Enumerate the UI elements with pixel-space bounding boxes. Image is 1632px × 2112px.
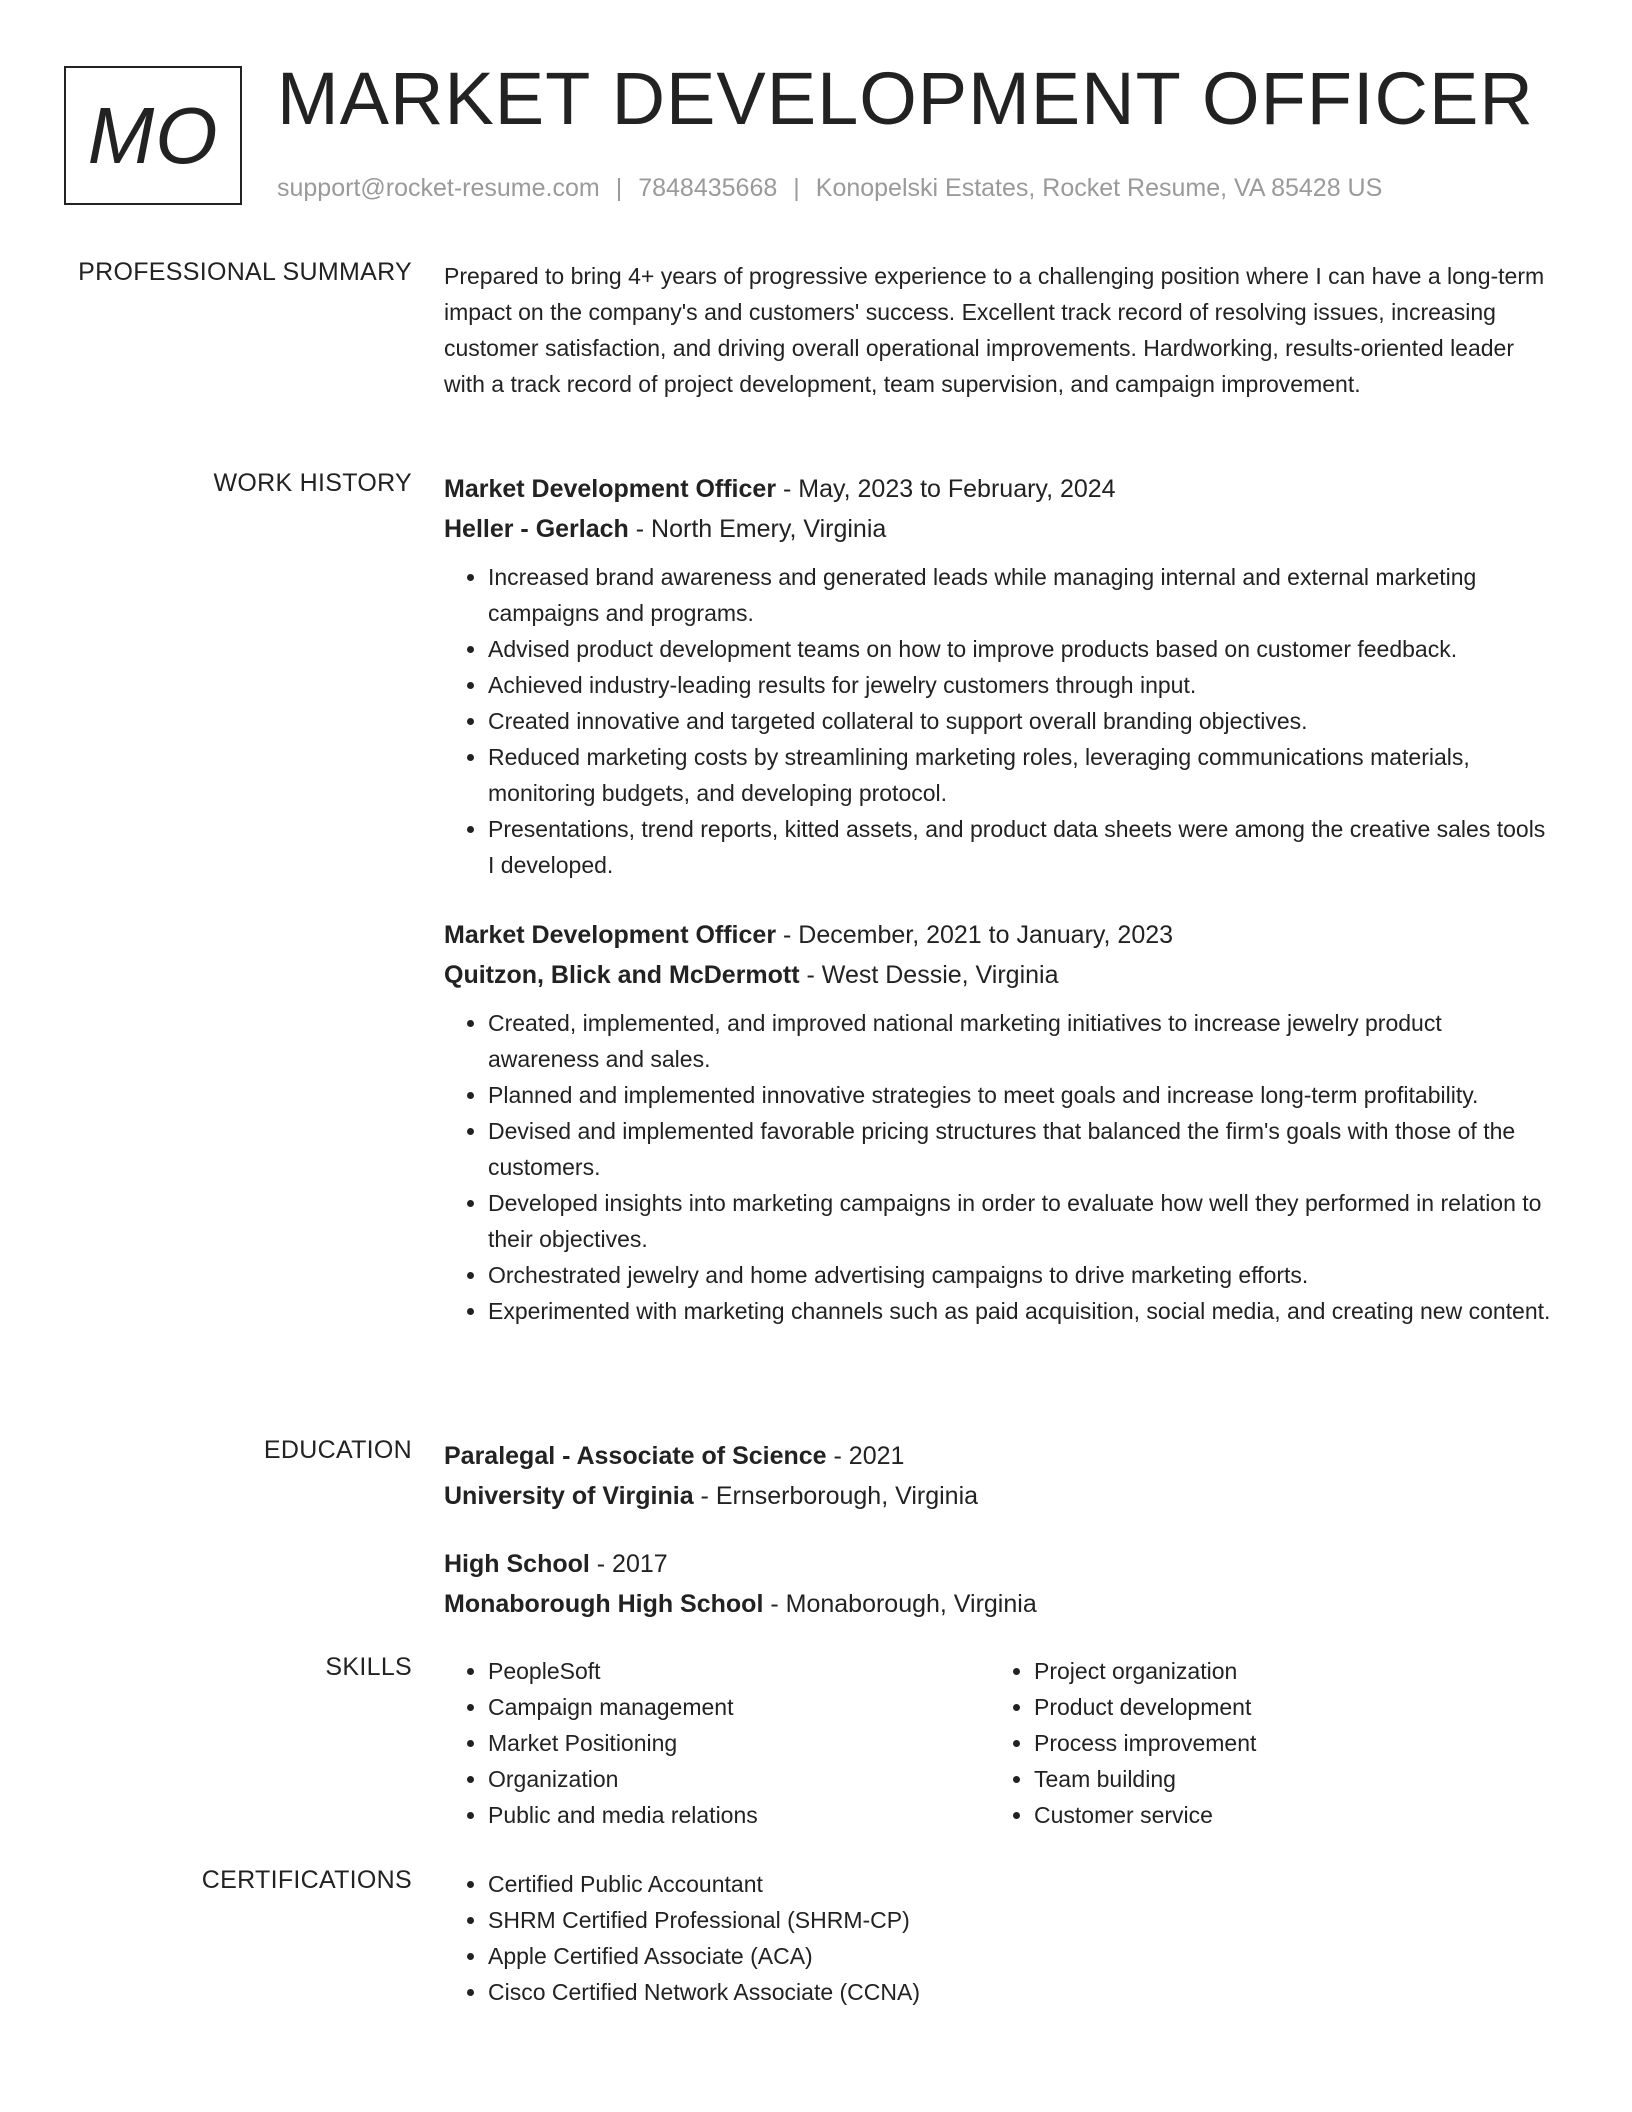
list-item: • Reduced marketing costs by streamlining marketing roles, leveraging communications materials, monitoring budgets, and developing protocol.	[488, 739, 1554, 811]
degree-line	[444, 1544, 1554, 1584]
list-item: • Campaign management	[488, 1689, 990, 1725]
contact-line	[277, 174, 1382, 203]
school-location: - Ernserborough, Virginia	[693, 1482, 979, 1510]
list-item: • Presentations, trend reports, kitted assets, and product data sheets were among the creative sales tools I developed.	[488, 811, 1554, 883]
degree: Paralegal - Associate of Science	[444, 1442, 827, 1470]
job-location: - North Emery, Virginia	[628, 515, 887, 543]
school: Monaborough High School	[444, 1590, 764, 1618]
list-item: • Created innovative and targeted collateral to support overall branding objectives.	[488, 703, 1554, 739]
job-company: Quitzon, Blick and McDermott	[444, 961, 800, 989]
education-entry	[444, 1544, 1554, 1624]
list-item: • Apple Certified Associate (ACA)	[488, 1938, 1554, 1974]
list-item: • Process improvement	[1034, 1725, 1536, 1761]
skills-list-left	[444, 1653, 990, 1833]
job-entry	[444, 469, 1554, 883]
degree-line	[444, 1436, 1554, 1476]
contact-email: support@rocket-resume.com	[277, 174, 600, 202]
section-heading: CERTIFICATIONS	[201, 1866, 412, 1894]
list-item: • Market Positioning	[488, 1725, 990, 1761]
list-item: • Cisco Certified Network Associate (CCNA)	[488, 1974, 1554, 2010]
degree-year: - 2017	[589, 1550, 668, 1578]
resume-title: MARKET DEVELOPMENT OFFICER	[277, 57, 1534, 140]
degree-year: - 2021	[826, 1442, 905, 1470]
section-heading: WORK HISTORY	[213, 469, 412, 497]
list-item: • Increased brand awareness and generated leads while managing internal and external marketing campaigns and programs.	[488, 559, 1554, 631]
school: University of Virginia	[444, 1482, 694, 1510]
school-line	[444, 1584, 1554, 1624]
list-item: • PeopleSoft	[488, 1653, 990, 1689]
list-item: • Advised product development teams on how to improve products based on customer feedback.	[488, 631, 1554, 667]
list-item: • Experimented with marketing channels such as paid acquisition, social media, and creating new content.	[488, 1293, 1554, 1329]
monogram-box	[64, 66, 242, 205]
job-bullets	[444, 1005, 1554, 1329]
job-company-line	[444, 509, 1554, 549]
job-company-line	[444, 955, 1554, 995]
list-item: • Product development	[1034, 1689, 1536, 1725]
list-item: • Organization	[488, 1761, 990, 1797]
list-item: • SHRM Certified Professional (SHRM-CP)	[488, 1902, 1554, 1938]
list-item: • Devised and implemented favorable pricing structures that balanced the firm's goals with those of the customers.	[488, 1113, 1554, 1185]
job-dates: - May, 2023 to February, 2024	[776, 475, 1116, 503]
section-heading: PROFESSIONAL SUMMARY	[78, 258, 412, 286]
list-item: • Orchestrated jewelry and home advertising campaigns to drive marketing efforts.	[488, 1257, 1554, 1293]
list-item: • Customer service	[1034, 1797, 1536, 1833]
education-entry	[444, 1436, 1554, 1516]
list-item: • Team building	[1034, 1761, 1536, 1797]
list-item: • Project organization	[1034, 1653, 1536, 1689]
school-location: - Monaborough, Virginia	[763, 1590, 1037, 1618]
job-entry	[444, 915, 1554, 1329]
contact-phone: 7848435668	[638, 174, 778, 202]
job-title: Market Development Officer	[444, 475, 777, 503]
initials: MO	[87, 90, 219, 180]
job-title-line	[444, 469, 1554, 509]
contact-separator: |	[615, 174, 623, 202]
summary-text: Prepared to bring 4+ years of progressive experience to a challenging position where I can have a long-term impact on the company's and customers' success. Excellent track record of resolving issues, increasing customer satisfaction, and driving overall operational improvements. Hardworking, results-oriented leader with a track record of project development, team supervision, and campaign improvement.	[444, 263, 1545, 397]
list-item: • Created, implemented, and improved national marketing initiatives to increase jewelry product awareness and sales.	[488, 1005, 1554, 1077]
degree: High School	[444, 1550, 590, 1578]
job-title-line	[444, 915, 1554, 955]
job-bullets	[444, 559, 1554, 883]
contact-separator: |	[793, 174, 800, 202]
certifications-list	[444, 1866, 1554, 2010]
section-heading: SKILLS	[325, 1653, 412, 1681]
job-dates: - December, 2021 to January, 2023	[776, 921, 1174, 949]
list-item: • Planned and implemented innovative strategies to meet goals and increase long-term profitability.	[488, 1077, 1554, 1113]
job-company: Heller - Gerlach	[444, 515, 629, 543]
list-item: • Certified Public Accountant	[488, 1866, 1554, 1902]
contact-address: Konopelski Estates, Rocket Resume, VA 85428 US	[815, 174, 1383, 202]
job-title: Market Development Officer	[444, 921, 777, 949]
list-item: • Developed insights into marketing campaigns in order to evaluate how well they performed in relation to their objectives.	[488, 1185, 1554, 1257]
school-line	[444, 1476, 1554, 1516]
section-heading: EDUCATION	[263, 1436, 412, 1464]
list-item: • Public and media relations	[488, 1797, 990, 1833]
list-item: • Achieved industry-leading results for jewelry customers through input.	[488, 667, 1554, 703]
skills-list-right	[990, 1653, 1536, 1833]
job-location: - West Dessie, Virginia	[799, 961, 1059, 989]
